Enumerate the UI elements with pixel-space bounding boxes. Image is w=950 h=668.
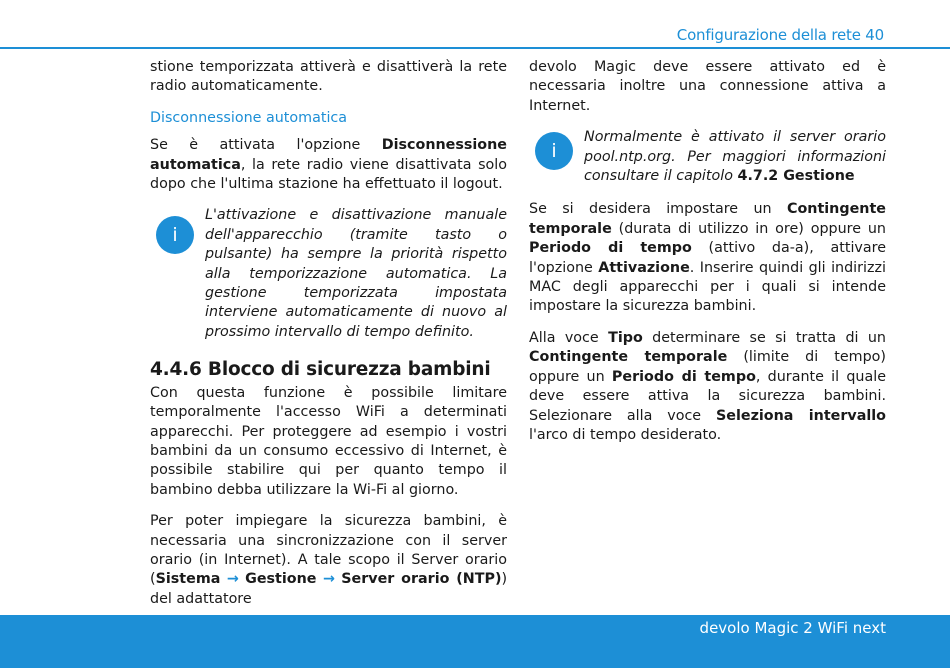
note-text: Normalmente è attivato il server orario pool.ntp.org. Per maggiori informazioni consultare il capitolo 4.7.2 Gestione <box>584 129 886 185</box>
header-divider <box>0 47 950 49</box>
section-heading: 4.4.6 Blocco di sicurezza bambini <box>150 359 491 381</box>
subheading-auto-disconnect: Disconnessione automatica <box>150 109 348 126</box>
footer-bar <box>0 615 950 668</box>
info-icon: i <box>156 216 194 254</box>
left-column <box>150 58 507 621</box>
paragraph: stione temporizzata attiverà e disattiverà la rete radio automaticamente. <box>150 59 507 95</box>
paragraph: Per poter impiegare la sicurezza bambini, è necessaria una sincronizzazione con il server orario (in Internet). A tale scopo il Server orario (Sistema → Gestione → Server orario (NTP)) del adattatore <box>150 513 508 607</box>
arrow-right-icon: → <box>322 571 335 588</box>
right-column <box>529 58 886 457</box>
paragraph: Se è attivata l'opzione Disconnessione automatica, la rete radio viene disattivata solo dopo che l'ultima stazione ha effettuato il logout. <box>150 137 507 193</box>
info-icon: i <box>535 132 573 170</box>
paragraph: Se si desidera impostare un Contingente temporale (durata di utilizzo in ore) oppure un Periodo di tempo (attivo da-a), attivare l'opzione Attivazione. Inserire quindi gli indirizzi MAC degli apparecchi per i quali si intende impostare la sicurezza bambini. <box>529 201 886 315</box>
info-note <box>529 128 886 186</box>
arrow-right-icon: → <box>226 571 239 588</box>
paragraph: Con questa funzione è possibile limitare temporalmente l'accesso WiFi a determinati apparecchi. Per proteggere ad esempio i vostri bambini da un consumo eccessivo di Internet, è possibile stabilire qui per quanto tempo il bambino debba utilizzare la Wi-Fi al giorno. <box>150 384 507 498</box>
footer-product-name: devolo Magic 2 WiFi next <box>699 619 886 637</box>
paragraph: Alla voce Tipo determinare se si tratta di un Contingente temporale (limite di tempo) oppure un Periodo di tempo, durante il quale deve essere attiva la sicurezza bambini. Selezionare alla voce Seleziona intervallo l'arco di tempo desiderato. <box>529 329 886 443</box>
page-header-title: Configurazione della rete 40 <box>676 26 884 44</box>
info-note <box>150 206 507 342</box>
paragraph: devolo Magic deve essere attivato ed è necessaria inoltre una connessione attiva a Internet. <box>529 59 886 114</box>
note-text: L'attivazione e disattivazione manuale dell'apparecchio (tramite tasto o pulsante) ha sempre la priorità rispetto alla temporizzazione automatica. La gestione temporizzata impostata interviene automaticamente di nuovo al prossimo intervallo di tempo definito. <box>205 207 507 340</box>
